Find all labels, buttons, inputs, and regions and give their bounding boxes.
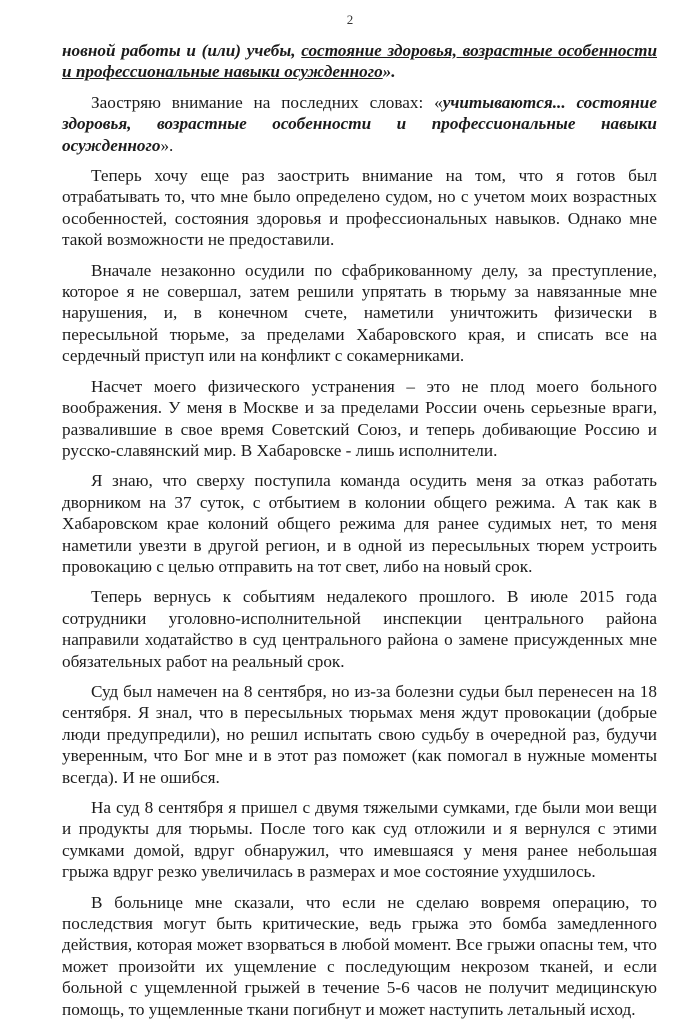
paragraph-6-text: Я знаю, что сверху поступила команда осудить меня за отказ работать дворником на 37 суток, с отбытием в колонии общего режима. А так как в Хабаровском крае колоний общего режима для ранее судимых нет, то меня наметили увезти в другой регион, и в одной из пересыльных тюрем устроить провокацию с целью отправить на тот свет, либо на новый срок. — [62, 471, 657, 576]
paragraph-2 — [62, 92, 657, 156]
paragraph-4-text: Вначале незаконно осудили по сфабрикованному делу, за преступление, которое я не совершал, затем решили упрятать в тюрьму за навязанные мне нарушения, и, в конечном счете, наметили уничтожить физически в пересыльной тюрьме, за пределами Хабаровского края, и списать все на сердечный приступ или на конфликт с сокамерниками. — [62, 260, 657, 366]
paragraph-8 — [62, 681, 657, 788]
paragraph-3-text: Теперь хочу еще раз заострить внимание на том, что я готов был отрабатывать то, что мне было определено судом, но с учетом моих возрастных особенностей, состояния здоровья и профессиональных навыков. Однако мне такой возможности не предоставили. — [62, 166, 657, 250]
paragraph-5 — [62, 376, 657, 462]
paragraph-9-text: На суд 8 сентября я пришел с двумя тяжелыми сумками, где были мои вещи и продукты для тюрьмы. После того как суд отложили и я вернулся с этими сумками домой, вдруг обнаружил, что имевшаяся у меня ранее небольшая грыжа вдруг резко увеличилась в размерах и мое состояние ухудшилось. — [62, 798, 657, 882]
paragraph-2-part-3: ». — [160, 135, 174, 155]
paragraph-7-text: Теперь вернусь к событиям недалекого прошлого. В июле 2015 года сотрудники уголовно-исполнительной инспекции центрального района направили ходатайство в суд центрального района о замене присужденных мне обязательных работ на реальный срок. — [62, 587, 657, 671]
paragraph-3 — [62, 165, 657, 251]
paragraph-10 — [62, 892, 657, 1020]
paragraph-1-part-3: ». — [382, 62, 396, 82]
paragraph-6 — [62, 470, 657, 577]
paragraph-2-quote: учитываются... состояние здоровья, возрастные особенности и профессиональные навыки осужденного — [62, 92, 657, 155]
paragraph-1-underlined-part: состояние здоровья, возрастные особенности и профессиональные навыки осужденного — [62, 41, 658, 82]
paragraph-5-text: Насчет моего физического устранения – это не плод моего больного воображения. У меня в Москве и за пределами России очень серьезные враги, развалившие в свое время Советский Союз, и теперь добивающие Россию и русско-славянский мир. В Хабаровске - лишь исполнители. — [62, 376, 657, 460]
paragraph-9 — [62, 797, 657, 883]
page-number: 2 — [346, 12, 354, 27]
paragraph-7 — [62, 586, 657, 672]
paragraph-1 — [62, 40, 657, 83]
document-body — [62, 40, 657, 1029]
paragraph-8-text: Суд был намечен на 8 сентября, но из-за болезни судьи был перенесен на 18 сентября. Я знал, что в пересыльных тюрьмах меня ждут провокации (добрые люди предупредили), но решил испытать свою судьбу в очередной раз, будучи уверенным, что Бог мне и в этот раз поможет (как помогал в нужные моменты всегда). И не ошибся. — [62, 681, 657, 787]
paragraph-2-part-1: Заостряю внимание на последних словах: « — [91, 92, 443, 112]
paragraph-4 — [62, 260, 657, 367]
paragraph-10-text: В больнице мне сказали, что если не сделаю вовремя операцию, то последствия могут быть критические, ведь грыжа это бомба замедленного действия, которая может взорваться в любой момент. Все грыжи опасны тем, что может произойти их ущемление с последующим некрозом тканей, и если больной с ущемленной грыжей в течение 5-6 часов не получит медицинскую помощь, то ущемленные ткани погибнут и может наступить летальный исход. — [62, 892, 657, 1019]
paragraph-1-part-1: новной работы и (или) учебы, — [62, 41, 302, 60]
